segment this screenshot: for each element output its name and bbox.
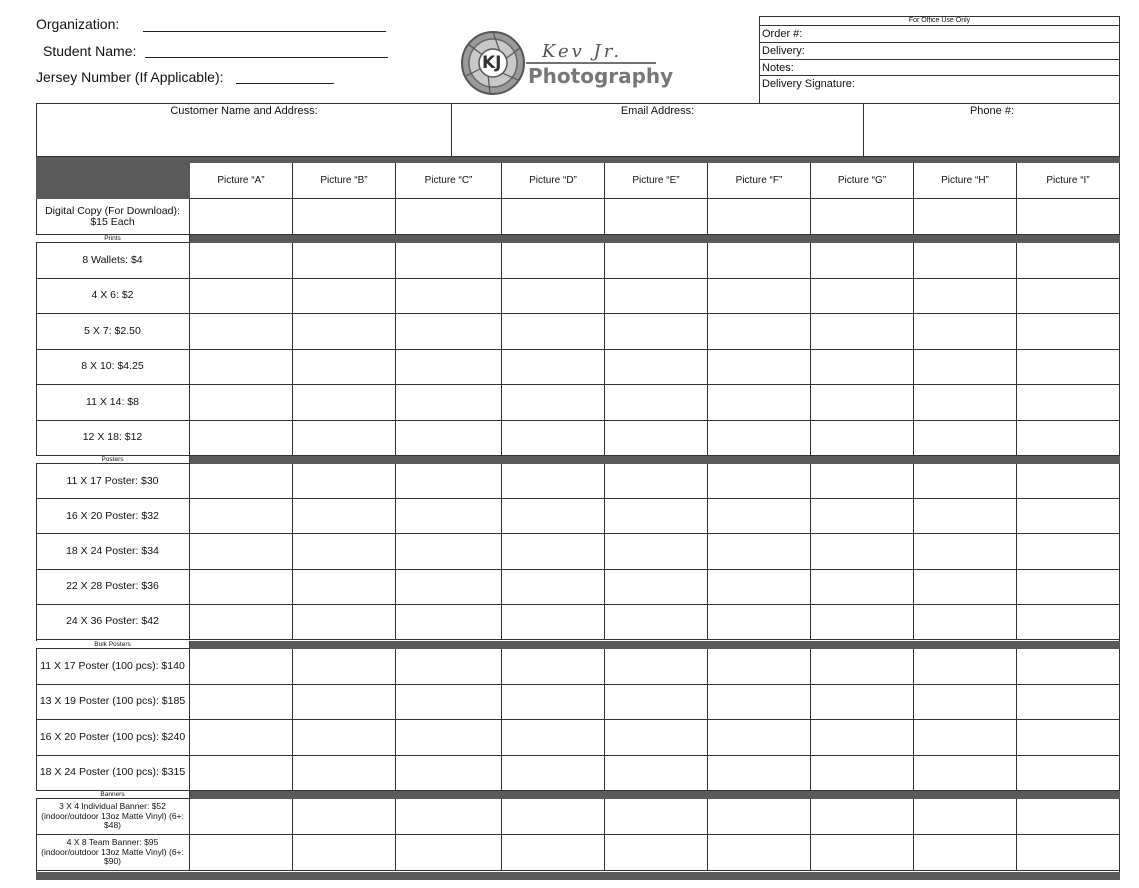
quantity-cell[interactable] bbox=[708, 685, 811, 720]
quantity-cell[interactable] bbox=[914, 199, 1017, 234]
print-row-label: 11 X 14: $8 bbox=[36, 385, 190, 420]
bulk-poster-row bbox=[36, 649, 1120, 685]
quantity-cell[interactable] bbox=[914, 649, 1017, 684]
section-banners-title: Banners bbox=[36, 791, 190, 799]
quantity-cell[interactable] bbox=[708, 835, 811, 870]
quantity-cell[interactable] bbox=[708, 720, 811, 755]
quantity-cell[interactable] bbox=[396, 756, 502, 791]
quantity-cell[interactable] bbox=[605, 350, 708, 385]
quantity-cell[interactable] bbox=[811, 649, 914, 684]
quantity-cell[interactable] bbox=[1017, 835, 1120, 870]
quantity-cell[interactable] bbox=[914, 570, 1017, 604]
quantity-cell[interactable] bbox=[502, 799, 605, 834]
student-name-field[interactable] bbox=[145, 57, 388, 58]
quantity-cell[interactable] bbox=[605, 534, 708, 568]
organization-label: Organization: bbox=[36, 16, 120, 32]
quantity-cell[interactable] bbox=[502, 464, 605, 498]
column-header-picture-b: Picture “B” bbox=[293, 163, 396, 199]
quantity-cell[interactable] bbox=[1017, 534, 1120, 568]
quantity-cell[interactable] bbox=[605, 314, 708, 349]
quantity-cell[interactable] bbox=[396, 499, 502, 533]
organization-field[interactable] bbox=[143, 31, 386, 32]
quantity-cell[interactable] bbox=[811, 685, 914, 720]
quantity-cell[interactable] bbox=[811, 605, 914, 639]
email-address-cell[interactable] bbox=[452, 104, 863, 157]
column-header-picture-i: Picture “I” bbox=[1017, 163, 1120, 199]
quantity-cell[interactable] bbox=[811, 756, 914, 791]
quantity-cell[interactable] bbox=[190, 534, 293, 568]
quantity-cell[interactable] bbox=[293, 279, 396, 314]
quantity-cell[interactable] bbox=[914, 464, 1017, 498]
quantity-cell[interactable] bbox=[708, 499, 811, 533]
quantity-cell[interactable] bbox=[1017, 279, 1120, 314]
poster-row-label: 18 X 24 Poster: $34 bbox=[36, 534, 190, 568]
quantity-cell[interactable] bbox=[293, 756, 396, 791]
print-row-label: 8 X 10: $4.25 bbox=[36, 350, 190, 385]
quantity-cell[interactable] bbox=[605, 570, 708, 604]
section-bulk-posters bbox=[36, 641, 1120, 649]
quantity-cell[interactable] bbox=[396, 649, 502, 684]
quantity-cell[interactable] bbox=[293, 799, 396, 834]
order-number-field[interactable]: Order #: bbox=[760, 25, 1119, 43]
quantity-cell[interactable] bbox=[293, 499, 396, 533]
quantity-cell[interactable] bbox=[293, 685, 396, 720]
bulk-poster-row bbox=[36, 756, 1120, 792]
quantity-cell[interactable] bbox=[811, 464, 914, 498]
quantity-cell[interactable] bbox=[811, 534, 914, 568]
quantity-cell[interactable] bbox=[708, 385, 811, 420]
quantity-cell[interactable] bbox=[502, 685, 605, 720]
quantity-cell[interactable] bbox=[1017, 199, 1120, 234]
section-prints-title: Prints bbox=[36, 235, 190, 243]
section-prints bbox=[36, 235, 1120, 243]
quantity-cell[interactable] bbox=[914, 720, 1017, 755]
quantity-cell[interactable] bbox=[190, 605, 293, 639]
quantity-cell[interactable] bbox=[190, 464, 293, 498]
quantity-cell[interactable] bbox=[396, 605, 502, 639]
office-use-title: For Office Use Only bbox=[760, 17, 1119, 26]
quantity-cell[interactable] bbox=[1017, 649, 1120, 684]
quantity-cell[interactable] bbox=[708, 350, 811, 385]
quantity-cell[interactable] bbox=[502, 649, 605, 684]
poster-row-label: 24 X 36 Poster: $42 bbox=[36, 605, 190, 639]
quantity-cell[interactable] bbox=[1017, 421, 1120, 456]
quantity-cell[interactable] bbox=[190, 279, 293, 314]
banner-row bbox=[36, 835, 1120, 871]
quantity-cell[interactable] bbox=[605, 720, 708, 755]
quantity-cell[interactable] bbox=[190, 720, 293, 755]
quantity-cell[interactable] bbox=[190, 799, 293, 834]
quantity-cell[interactable] bbox=[190, 350, 293, 385]
grid-bottom-bar bbox=[36, 872, 1120, 880]
column-header-picture-c: Picture “C” bbox=[396, 163, 502, 199]
quantity-cell[interactable] bbox=[502, 605, 605, 639]
quantity-cell[interactable] bbox=[502, 756, 605, 791]
print-row bbox=[36, 350, 1120, 386]
column-header-picture-e: Picture “E” bbox=[605, 163, 708, 199]
customer-name-address-label: Customer Name and Address: bbox=[170, 105, 318, 117]
jersey-number-label: Jersey Number (If Applicable): bbox=[36, 69, 224, 85]
quantity-cell[interactable] bbox=[396, 720, 502, 755]
phone-number-label: Phone #: bbox=[969, 105, 1015, 117]
quantity-cell[interactable] bbox=[396, 799, 502, 834]
column-header-picture-g: Picture “G” bbox=[811, 163, 914, 199]
student-name-label: Student Name: bbox=[43, 43, 137, 59]
quantity-cell[interactable] bbox=[293, 350, 396, 385]
quantity-cell[interactable] bbox=[293, 835, 396, 870]
customer-info-box bbox=[36, 103, 1120, 157]
print-row bbox=[36, 279, 1120, 315]
quantity-cell[interactable] bbox=[1017, 314, 1120, 349]
print-row-label: 12 X 18: $12 bbox=[36, 421, 190, 456]
quantity-cell[interactable] bbox=[708, 605, 811, 639]
quantity-cell[interactable] bbox=[293, 385, 396, 420]
logo-brand-text: Photography bbox=[528, 64, 674, 88]
section-banners bbox=[36, 791, 1120, 799]
quantity-cell[interactable] bbox=[605, 605, 708, 639]
column-header-picture-f: Picture “F” bbox=[708, 163, 811, 199]
bulk-poster-row-label: 13 X 19 Poster (100 pcs): $185 bbox=[36, 685, 190, 720]
customer-name-address-cell[interactable] bbox=[37, 104, 451, 157]
quantity-cell[interactable] bbox=[811, 835, 914, 870]
quantity-cell[interactable] bbox=[293, 649, 396, 684]
logo-monogram: KJ bbox=[482, 53, 502, 73]
notes-field[interactable]: Notes: bbox=[760, 60, 1119, 76]
bulk-poster-row-label: 18 X 24 Poster (100 pcs): $315 bbox=[36, 756, 190, 791]
section-bulk-posters-title: Bulk Posters bbox=[36, 641, 190, 649]
email-address-label: Email Address: bbox=[620, 105, 695, 117]
quantity-cell[interactable] bbox=[293, 421, 396, 456]
quantity-cell[interactable] bbox=[396, 350, 502, 385]
quantity-cell[interactable] bbox=[914, 605, 1017, 639]
quantity-cell[interactable] bbox=[605, 799, 708, 834]
quantity-cell[interactable] bbox=[396, 199, 502, 234]
quantity-cell[interactable] bbox=[190, 835, 293, 870]
quantity-cell[interactable] bbox=[605, 385, 708, 420]
quantity-cell[interactable] bbox=[1017, 243, 1120, 278]
digital-copy-row-label: Digital Copy (For Download): $15 Each bbox=[36, 199, 190, 234]
quantity-cell[interactable] bbox=[605, 685, 708, 720]
quantity-cell[interactable] bbox=[396, 314, 502, 349]
quantity-cell[interactable] bbox=[293, 605, 396, 639]
quantity-cell[interactable] bbox=[396, 279, 502, 314]
quantity-cell[interactable] bbox=[1017, 570, 1120, 604]
quantity-cell[interactable] bbox=[914, 279, 1017, 314]
quantity-cell[interactable] bbox=[502, 720, 605, 755]
quantity-cell[interactable] bbox=[1017, 756, 1120, 791]
quantity-cell[interactable] bbox=[708, 570, 811, 604]
column-header-picture-d: Picture “D” bbox=[502, 163, 605, 199]
print-row-label: 8 Wallets: $4 bbox=[36, 243, 190, 278]
quantity-cell[interactable] bbox=[605, 649, 708, 684]
poster-row bbox=[36, 605, 1120, 640]
quantity-cell[interactable] bbox=[914, 799, 1017, 834]
quantity-cell[interactable] bbox=[396, 243, 502, 278]
quantity-cell[interactable] bbox=[293, 570, 396, 604]
quantity-cell[interactable] bbox=[914, 385, 1017, 420]
section-posters bbox=[36, 456, 1120, 464]
quantity-cell[interactable] bbox=[293, 199, 396, 234]
bulk-poster-row bbox=[36, 720, 1120, 756]
quantity-cell[interactable] bbox=[914, 534, 1017, 568]
quantity-cell[interactable] bbox=[502, 243, 605, 278]
quantity-cell[interactable] bbox=[502, 199, 605, 234]
column-header-picture-a: Picture “A” bbox=[190, 163, 293, 199]
quantity-cell[interactable] bbox=[914, 314, 1017, 349]
quantity-cell[interactable] bbox=[811, 385, 914, 420]
quantity-cell[interactable] bbox=[502, 570, 605, 604]
quantity-cell[interactable] bbox=[396, 835, 502, 870]
print-row bbox=[36, 243, 1120, 279]
quantity-cell[interactable] bbox=[1017, 499, 1120, 533]
quantity-cell[interactable] bbox=[708, 279, 811, 314]
quantity-cell[interactable] bbox=[190, 199, 293, 234]
quantity-cell[interactable] bbox=[914, 499, 1017, 533]
bulk-poster-row-label: 11 X 17 Poster (100 pcs): $140 bbox=[36, 649, 190, 684]
print-row bbox=[36, 421, 1120, 457]
quantity-cell[interactable] bbox=[811, 279, 914, 314]
delivery-field[interactable]: Delivery: bbox=[760, 43, 1119, 60]
quantity-cell[interactable] bbox=[190, 756, 293, 791]
grid-corner bbox=[36, 157, 190, 199]
quantity-cell[interactable] bbox=[293, 243, 396, 278]
delivery-signature-field[interactable]: Delivery Signature: bbox=[762, 78, 855, 90]
banner-row-label: 3 X 4 Individual Banner: $52 (indoor/outdoor 13oz Matte Vinyl) (6+: $48) bbox=[36, 799, 190, 834]
quantity-cell[interactable] bbox=[1017, 799, 1120, 834]
quantity-cell[interactable] bbox=[190, 649, 293, 684]
quantity-cell[interactable] bbox=[708, 243, 811, 278]
print-row-label: 4 X 6: $2 bbox=[36, 279, 190, 314]
quantity-cell[interactable] bbox=[811, 243, 914, 278]
quantity-cell[interactable] bbox=[190, 314, 293, 349]
poster-row-label: 22 X 28 Poster: $36 bbox=[36, 570, 190, 604]
quantity-cell[interactable] bbox=[708, 421, 811, 456]
quantity-cell[interactable] bbox=[811, 350, 914, 385]
poster-row bbox=[36, 570, 1120, 605]
quantity-cell[interactable] bbox=[1017, 605, 1120, 639]
office-use-box bbox=[759, 16, 1120, 104]
quantity-cell[interactable] bbox=[190, 685, 293, 720]
phone-number-cell[interactable] bbox=[864, 104, 1120, 157]
quantity-cell[interactable] bbox=[605, 835, 708, 870]
quantity-cell[interactable] bbox=[502, 421, 605, 456]
quantity-cell[interactable] bbox=[914, 685, 1017, 720]
quantity-cell[interactable] bbox=[502, 385, 605, 420]
quantity-cell[interactable] bbox=[502, 350, 605, 385]
quantity-cell[interactable] bbox=[1017, 720, 1120, 755]
quantity-cell[interactable] bbox=[396, 385, 502, 420]
quantity-cell[interactable] bbox=[396, 534, 502, 568]
quantity-cell[interactable] bbox=[605, 499, 708, 533]
poster-row-label: 11 X 17 Poster: $30 bbox=[36, 464, 190, 498]
logo-script-text: Kev Jr. bbox=[542, 41, 623, 62]
quantity-cell[interactable] bbox=[811, 499, 914, 533]
quantity-cell[interactable] bbox=[502, 835, 605, 870]
quantity-cell[interactable] bbox=[811, 570, 914, 604]
quantity-cell[interactable] bbox=[914, 350, 1017, 385]
print-row bbox=[36, 385, 1120, 421]
poster-row bbox=[36, 464, 1120, 499]
quantity-cell[interactable] bbox=[1017, 685, 1120, 720]
quantity-cell[interactable] bbox=[396, 685, 502, 720]
quantity-cell[interactable] bbox=[293, 720, 396, 755]
quantity-cell[interactable] bbox=[605, 756, 708, 791]
quantity-cell[interactable] bbox=[811, 421, 914, 456]
quantity-cell[interactable] bbox=[811, 799, 914, 834]
quantity-cell[interactable] bbox=[708, 464, 811, 498]
quantity-cell[interactable] bbox=[502, 534, 605, 568]
quantity-cell[interactable] bbox=[811, 720, 914, 755]
quantity-cell[interactable] bbox=[708, 199, 811, 234]
quantity-cell[interactable] bbox=[396, 464, 502, 498]
banner-row bbox=[36, 799, 1120, 835]
quantity-cell[interactable] bbox=[502, 314, 605, 349]
print-row bbox=[36, 314, 1120, 350]
quantity-cell[interactable] bbox=[914, 835, 1017, 870]
quantity-cell[interactable] bbox=[605, 464, 708, 498]
quantity-cell[interactable] bbox=[502, 499, 605, 533]
print-row-label: 5 X 7: $2.50 bbox=[36, 314, 190, 349]
banner-row-label: 4 X 8 Team Banner: $95 (indoor/outdoor 13oz Matte Vinyl) (6+: $90) bbox=[36, 835, 190, 870]
quantity-cell[interactable] bbox=[708, 534, 811, 568]
column-header-picture-h: Picture “H” bbox=[914, 163, 1017, 199]
quantity-cell[interactable] bbox=[1017, 350, 1120, 385]
quantity-cell[interactable] bbox=[396, 421, 502, 456]
quantity-cell[interactable] bbox=[708, 649, 811, 684]
quantity-cell[interactable] bbox=[190, 421, 293, 456]
quantity-cell[interactable] bbox=[914, 756, 1017, 791]
quantity-cell[interactable] bbox=[605, 421, 708, 456]
poster-row bbox=[36, 499, 1120, 534]
quantity-cell[interactable] bbox=[914, 243, 1017, 278]
quantity-cell[interactable] bbox=[708, 756, 811, 791]
bulk-poster-row-label: 16 X 20 Poster (100 pcs): $240 bbox=[36, 720, 190, 755]
poster-row-label: 16 X 20 Poster: $32 bbox=[36, 499, 190, 533]
section-posters-title: Posters bbox=[36, 456, 190, 464]
quantity-cell[interactable] bbox=[605, 279, 708, 314]
jersey-number-field[interactable] bbox=[236, 83, 334, 84]
quantity-cell[interactable] bbox=[1017, 385, 1120, 420]
quantity-cell[interactable] bbox=[708, 314, 811, 349]
quantity-cell[interactable] bbox=[811, 199, 914, 234]
poster-row bbox=[36, 534, 1120, 569]
quantity-cell[interactable] bbox=[190, 570, 293, 604]
quantity-cell[interactable] bbox=[811, 314, 914, 349]
quantity-cell[interactable] bbox=[190, 499, 293, 533]
quantity-cell[interactable] bbox=[708, 799, 811, 834]
quantity-cell[interactable] bbox=[914, 421, 1017, 456]
quantity-cell[interactable] bbox=[1017, 464, 1120, 498]
kev-jr-photography-logo bbox=[460, 30, 674, 96]
quantity-cell[interactable] bbox=[190, 243, 293, 278]
bulk-poster-row bbox=[36, 685, 1120, 721]
quantity-cell[interactable] bbox=[293, 534, 396, 568]
quantity-cell[interactable] bbox=[190, 385, 293, 420]
quantity-cell[interactable] bbox=[293, 464, 396, 498]
quantity-cell[interactable] bbox=[502, 279, 605, 314]
quantity-cell[interactable] bbox=[605, 199, 708, 234]
quantity-cell[interactable] bbox=[293, 314, 396, 349]
digital-copy-row bbox=[36, 199, 1120, 235]
quantity-cell[interactable] bbox=[396, 570, 502, 604]
quantity-cell[interactable] bbox=[605, 243, 708, 278]
